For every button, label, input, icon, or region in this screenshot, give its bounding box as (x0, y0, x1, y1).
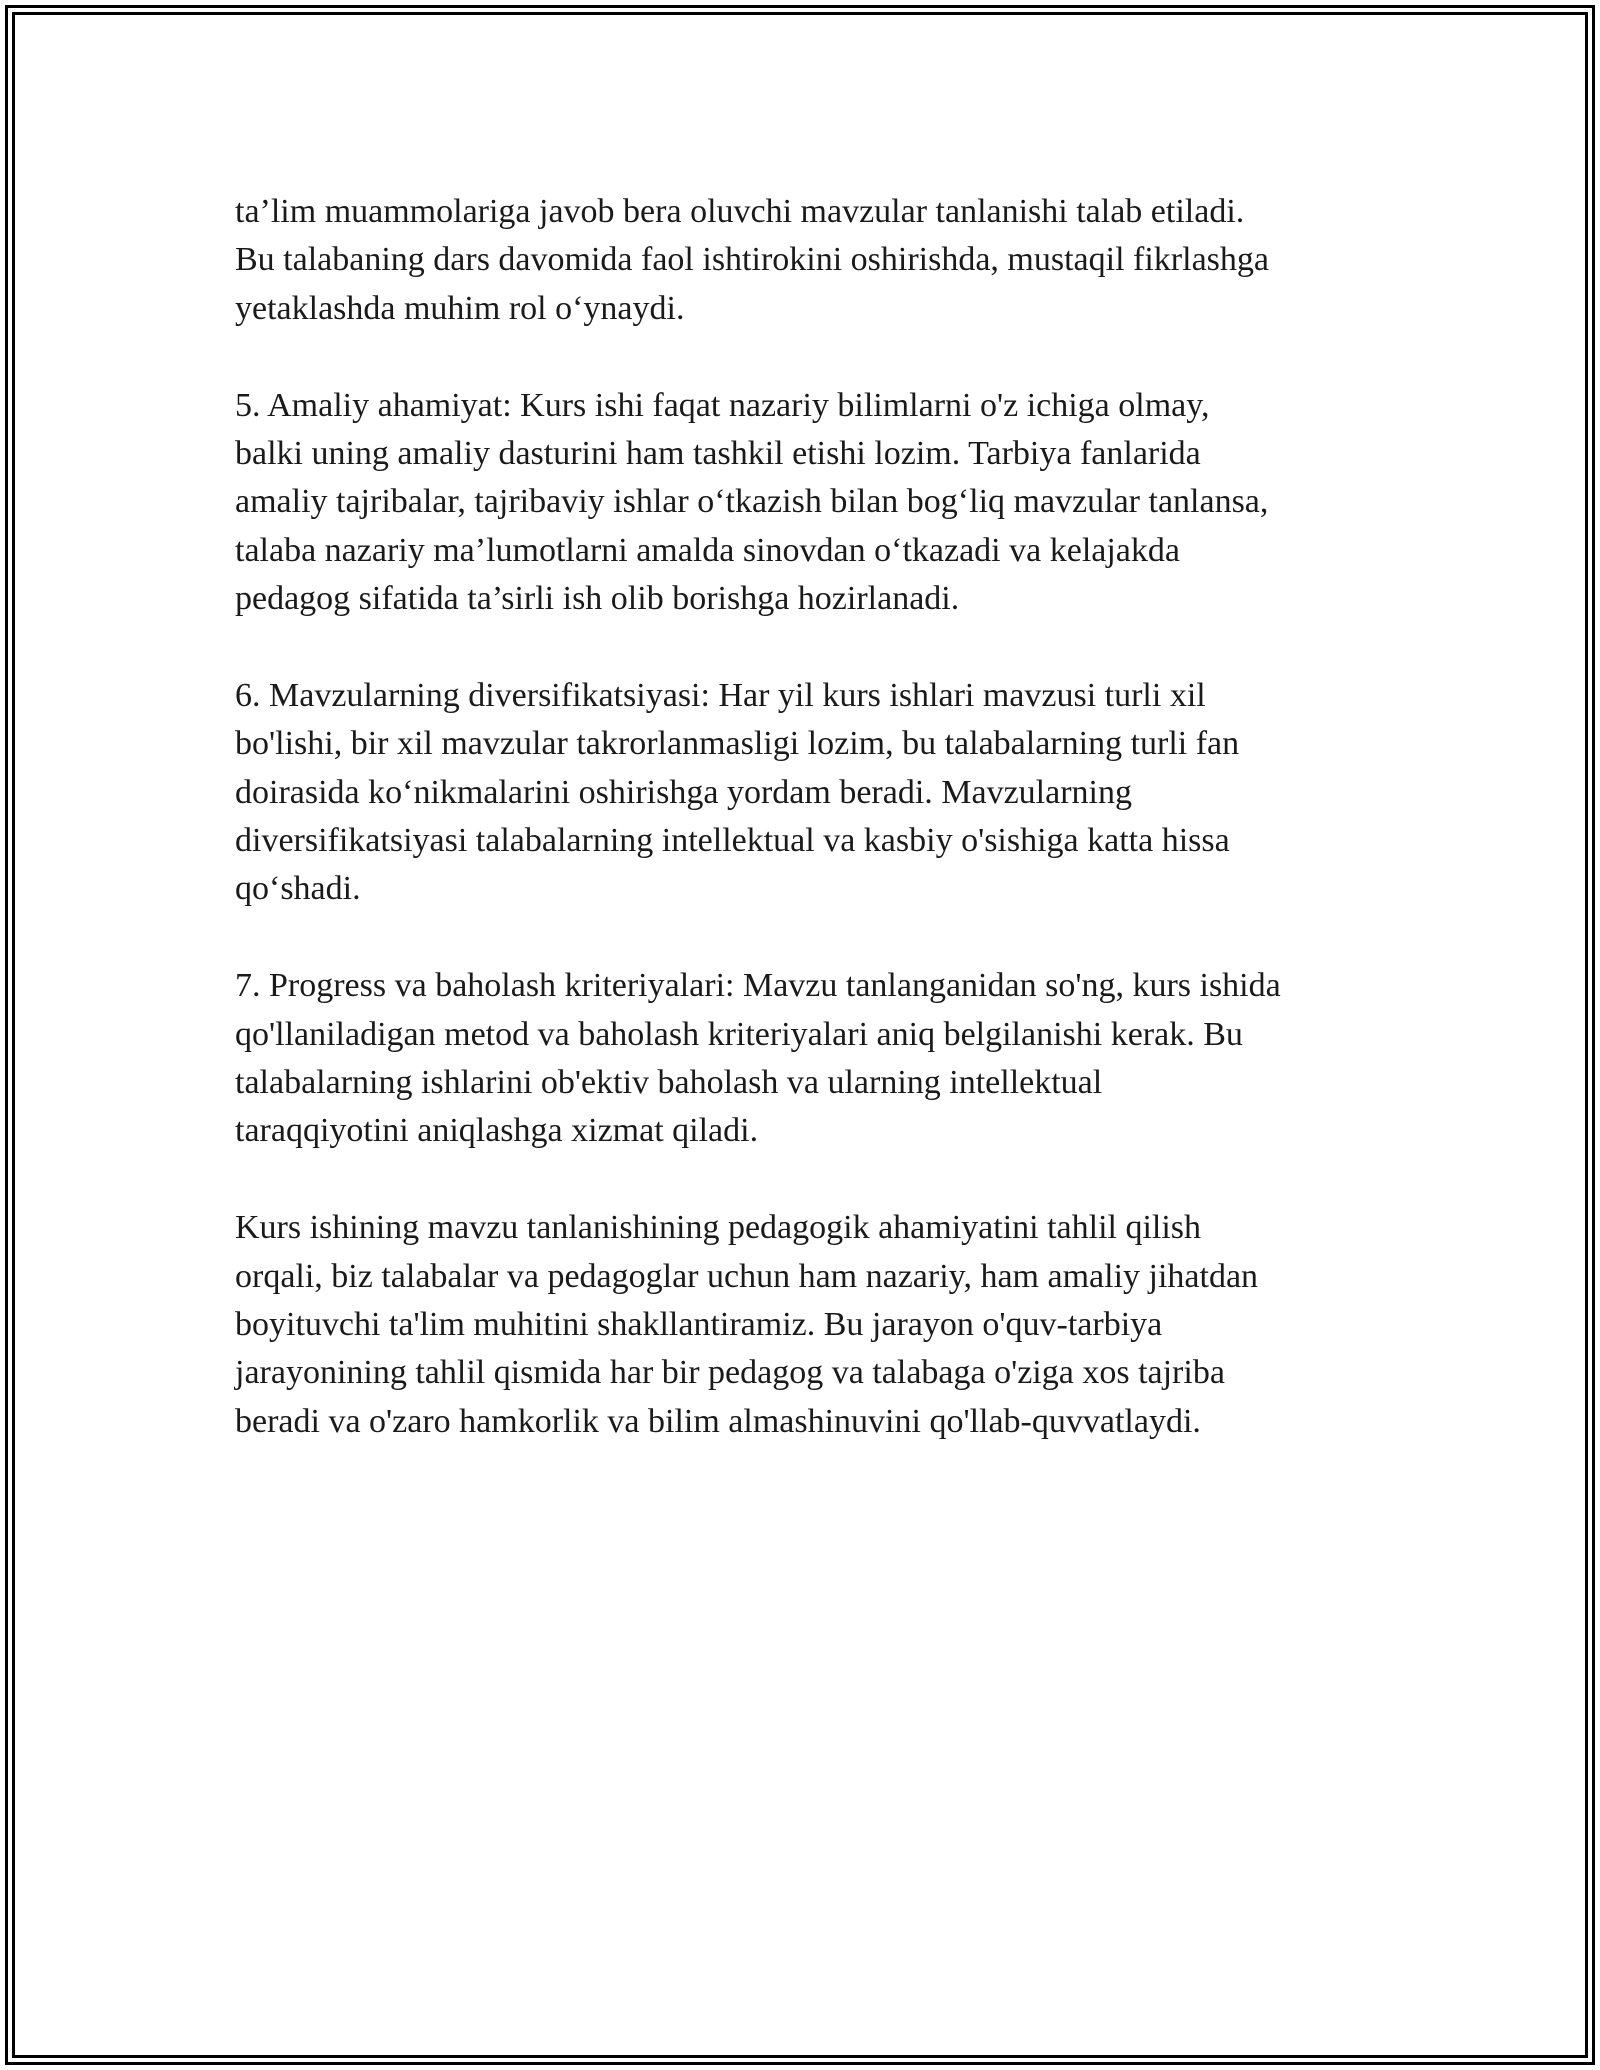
document-body (235, 188, 1395, 1495)
text-line: talaba nazariy ma’lumotlarni amalda sinovdan o‘tkazadi va kelajakda (235, 531, 1180, 569)
text-line: 6. Mavzularning diversifikatsiyasi: Har yil kurs ishlari mavzusi turli xil (235, 676, 1206, 714)
text-line: jarayonining tahlil qismida har bir pedagog va talabaga o'ziga xos tajriba (235, 1354, 1225, 1392)
text-line: ta’lim muammolariga javob bera oluvchi mavzular tanlanishi talab etiladi. (235, 193, 1245, 230)
paragraph-progress-baholash (235, 962, 1395, 1156)
text-line: beradi va o'zaro hamkorlik va bilim almashinuvini qo'llab-quvvatlaydi. (235, 1402, 1201, 1440)
paragraph-conclusion (235, 1204, 1395, 1446)
paragraph-amaliy-ahamiyat (235, 382, 1395, 624)
paragraph-intro-continuation (235, 188, 1395, 333)
text-line: qo'llaniladigan metod va baholash kriteriyalari aniq belgilanishi kerak. Bu (235, 1015, 1243, 1053)
text-line: Kurs ishining mavzu tanlanishining pedagogik ahamiyatini tahlil qilish (235, 1209, 1202, 1247)
text-line: taraqqiyotini aniqlashga xizmat qiladi. (235, 1112, 759, 1150)
text-line: diversifikatsiyasi talabalarning intellektual va kasbiy o'sishiga katta hissa (235, 822, 1230, 860)
text-line: qo‘shadi. (235, 870, 361, 908)
text-line: bo'lishi, bir xil mavzular takrorlanmasligi lozim, bu talabalarning turli fan (235, 725, 1240, 763)
text-line: orqali, biz talabalar va pedagoglar uchun ham nazariy, ham amaliy jihatdan (235, 1257, 1259, 1295)
text-line: talabalarning ishlarini ob'ektiv baholash va ularning intellektual (235, 1064, 1103, 1102)
paragraph-mavzularning-diversifikatsiyasi (235, 672, 1395, 914)
text-line: pedagog sifatida ta’sirli ish olib borishga hozirlanadi. (235, 580, 960, 618)
text-line: 5. Amaliy ahamiyat: Kurs ishi faqat nazariy bilimlarni o'z ichiga olmay, (235, 386, 1210, 424)
text-line: 7. Progress va baholash kriteriyalari: Mavzu tanlanganidan so'ng, kurs ishida (235, 967, 1281, 1005)
text-line: yetaklashda muhim rol o‘ynaydi. (235, 289, 685, 327)
text-line: boyituvchi ta'lim muhitini shakllantiramiz. Bu jarayon o'quv-tarbiya (235, 1305, 1163, 1343)
text-line: amaliy tajribalar, tajribaviy ishlar o‘tkazish bilan bog‘liq mavzular tanlansa, (235, 483, 1269, 521)
text-line: Bu talabaning dars davomida faol ishtirokini oshirishda, mustaqil fikrlashga (235, 241, 1269, 279)
text-line: balki uning amaliy dasturini ham tashkil etishi lozim. Tarbiya fanlarida (235, 434, 1201, 472)
text-line: doirasida ko‘nikmalarini oshirishga yordam beradi. Mavzularning (235, 773, 1132, 811)
